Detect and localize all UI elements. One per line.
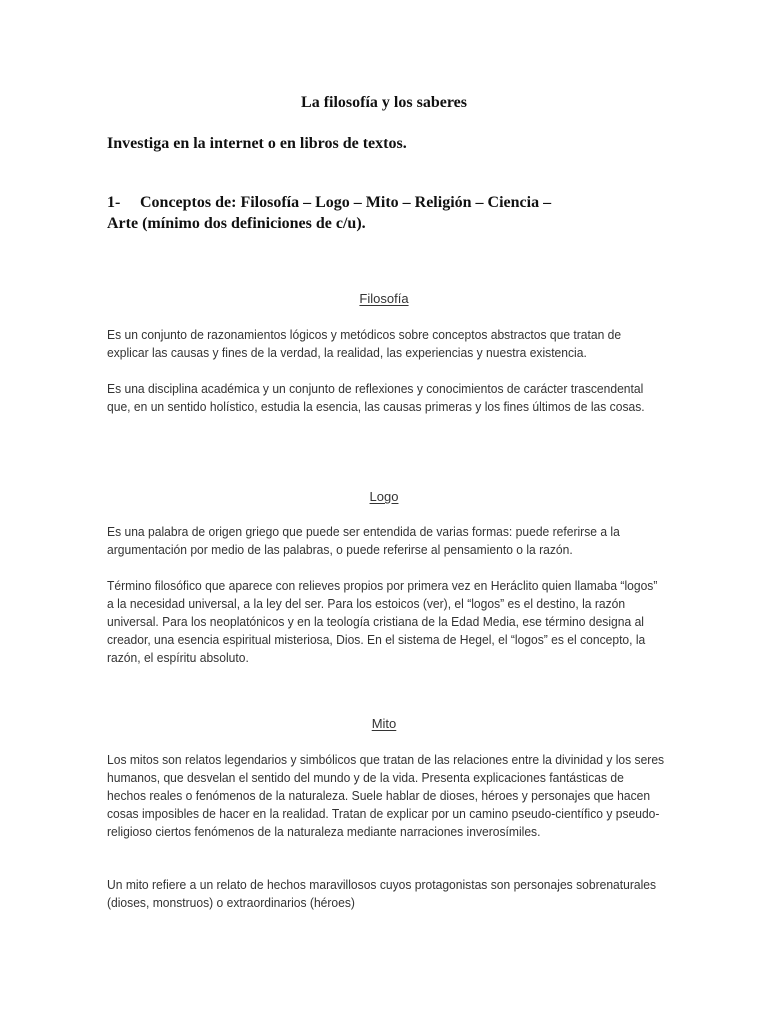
section-heading-logo: Logo [369, 489, 399, 504]
paragraph-filosofia-2: Es una disciplina académica y un conjunto de reflexiones y conocimientos de carácter trascendental que, en un sentido holístico, estudia la esencia, las causas primeras y los fines últimos de las cosas. [107, 381, 645, 414]
paragraph-mito-1: Los mitos son relatos legendarios y simbólicos que tratan de las relaciones entre la divinidad y los seres humanos, que desvelan el sentido del mundo y de la vida. Presenta explicaciones fantásticas de hechos reales o fenómenos de la naturaleza. Suele hablar de dioses, héroes y personajes que hacen cosas imposibles de hacer en la realidad. Tratan de explicar por un camino pseudo-científico y pseudo-religioso ciertos fenómenos de la naturaleza mediante narraciones inverosímiles. [107, 752, 665, 839]
paragraph-mito-2: Un mito refiere a un relato de hechos maravillosos cuyos protagonistas son personajes sobrenaturales (dioses, monstruos) o extraordinarios (héroes) [107, 877, 657, 910]
instruction-text: Investiga en la internet o en libros de textos. [107, 135, 407, 152]
paragraph-logo-2: Término filosófico que aparece con relieves propios por primera vez en Heráclito quien llamaba “logos” a la necesidad universal, a la ley del ser. Para los estoicos (ver), el “logos” es el destino, la razón universal. Para los neoplatónicos y en la teología cristiana de la Edad Media, ese término designa al creador, una esencia espiritual misteriosa, Dios. En el sistema de Hegel, el “logos” es el concepto, la razón, el espíritu absoluto. [107, 578, 658, 665]
question-number: 1- [107, 194, 121, 211]
question-line-2: Arte (mínimo dos definiciones de c/u). [107, 215, 366, 232]
question-line-1: Conceptos de: Filosofía – Logo – Mito – Religión – Ciencia – [140, 194, 552, 211]
paragraph-logo-1: Es una palabra de origen griego que puede ser entendida de varias formas: puede referirse a la argumentación por medio de las palabras, o puede referirse al pensamiento o la razón. [107, 524, 620, 557]
section-heading-mito: Mito [371, 716, 397, 731]
document-title: La filosofía y los saberes [301, 94, 467, 111]
question-item [107, 192, 667, 234]
paragraph-filosofia-1: Es un conjunto de razonamientos lógicos y metódicos sobre conceptos abstractos que tratan de explicar las causas y fines de la verdad, la realidad, las experiencias y nuestra existencia. [107, 327, 622, 360]
section-heading-filosofia: Filosofía [359, 291, 409, 306]
